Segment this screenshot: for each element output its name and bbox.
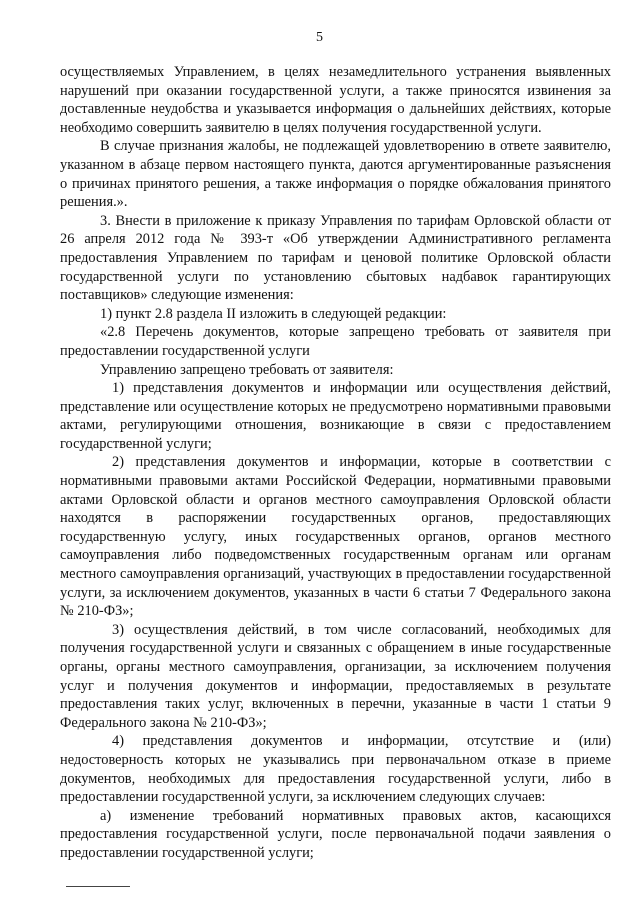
paragraph-section-2-8-heading: «2.8 Перечень документов, которые запрещено требовать от заявителя при предоставлении государственной услуги	[60, 324, 611, 359]
list-item-1: 1) представления документов и информации или осуществления действий, представление или осуществление которых не предусмотрено нормативными правовыми актами, регулирующими отношения, возникающие в связи с предоставлением государственной услуги;	[60, 380, 611, 452]
page-number: 5	[316, 30, 323, 45]
list-item-4: 4) представления документов и информации, отсутствие и (или) недостоверность которых не указывались при первоначальном отказе в приеме документов, необходимых для предоставления государственной услуги, либо в предоставлении государственной услуги, за исключением следующих случаев:	[60, 733, 611, 806]
document-body	[60, 63, 611, 863]
footer-divider	[66, 886, 130, 887]
paragraph-subitem-1: 1) пункт 2.8 раздела II изложить в следующей редакции:	[100, 305, 447, 322]
list-item-a: а) изменение требований нормативных правовых актов, касающихся предоставления государственной услуги, после первоначальной подачи заявления о предоставлении государственной услуги;	[60, 807, 611, 861]
list-item-2: 2) представления документов и информации, которые в соответствии с нормативными правовыми актами Российской Федерации, нормативными правовыми актами Орловской области и органов местного самоуправления Орловской области находятся в распоряжении государственных органов, предоставляющих государственную услугу, иных государственных органов, органов местного самоуправления либо подведомственных государственным органам или органам местного самоуправления организаций, участвующих в предоставлении государственной услуги, за исключением документов, указанных в части 6 статьи 7 Федерального закона № 210-ФЗ»;	[60, 454, 611, 620]
paragraph-complaint-rejection: В случае признания жалобы, не подлежащей удовлетворению в ответе заявителю, указанном в абзаце первом настоящего пункта, даются аргументированные разъяснения о причинах принятого решения, а также информация о порядке обжалования принятого решения.».	[60, 138, 611, 211]
paragraph-prohibition-intro: Управлению запрещено требовать от заявителя:	[100, 361, 394, 378]
paragraph-continuation: осуществляемых Управлением, в целях незамедлительного устранения выявленных нарушений при оказании государственной услуги, а также приносятся извинения за доставленные неудобства и указывается информация о дальнейших действиях, которые необходимо совершить заявителю в целях получения государственной услуги.	[60, 64, 611, 136]
list-item-3: 3) осуществления действий, в том числе согласований, необходимых для получения государственной услуги и связанных с обращением в иные государственные органы, органы местного самоуправления, организации, за исключением получения услуг и получения документов и информации, предоставляемых в результате предоставления таких услуг, включенных в перечни, указанные в части 1 статьи 9 Федерального закона № 210-ФЗ»;	[60, 621, 611, 731]
paragraph-item-3-amendment: 3. Внести в приложение к приказу Управления по тарифам Орловской области от 26 апреля 2012 года № 393-т «Об утверждении Административного регламента предоставления Управлением по тарифам и ценовой политике Орловской области государственной услуги по установлению сбытовых надбавок гарантирующих поставщиков» следующие изменения:	[60, 212, 611, 304]
